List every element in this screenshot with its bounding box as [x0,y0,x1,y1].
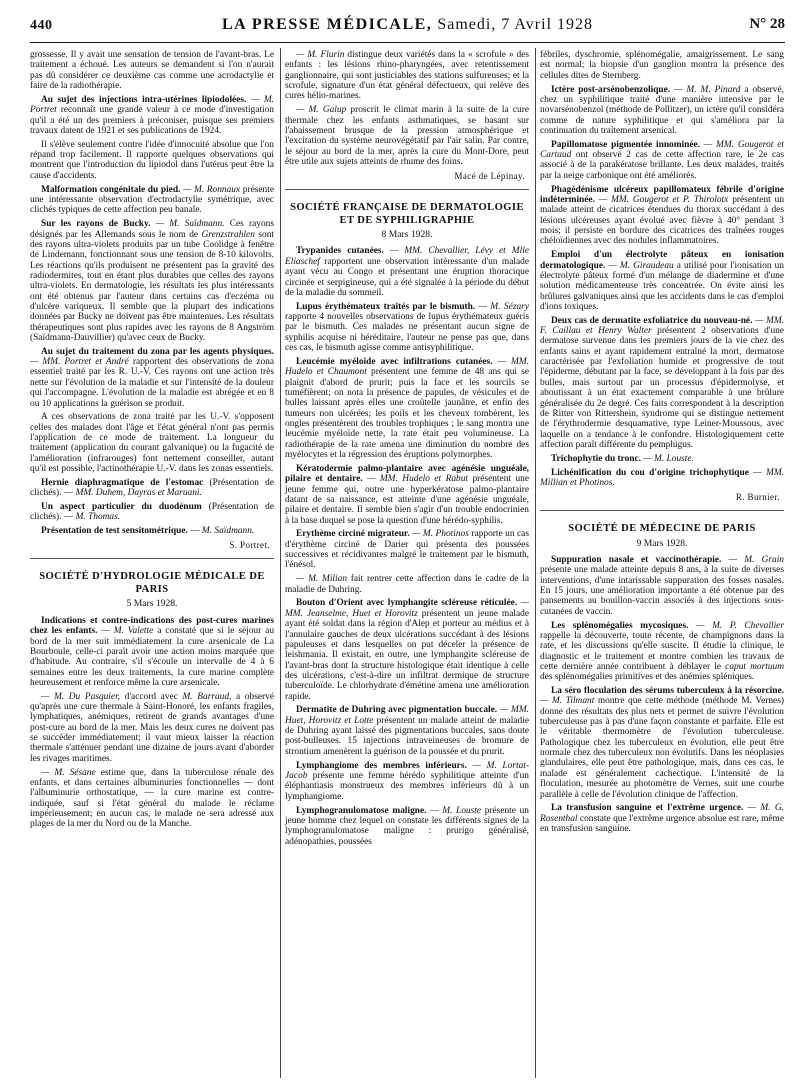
article-text: présente une intéressante observation d'ectrodactylie symétrique, avec clichés typiques de cette affection peu banale. [30,184,274,216]
article-text: a observé, chez un syphilitique traité d'une manière intensive par le novarsénobenzol (méthode de Pollitzer), un ictère qu'il considéra comme de nature syphilitique et qui s'améliora par la continuation du traitement arsenical. [540,84,784,136]
article-author: — MM. Gougerot et P. Thirolotx [594,194,729,205]
article-text: présentent une femme de 48 ans qui se plaignit d'abord de prurit; puis la face et les sourcils se tuméfièrent; on nota la présence de papules, de vésicules et de bulles laissant après elles une croûtelle jaunâtre, et enfin des tumeurs non ulcérées; les poils et les cheveux tombèrent, les ongles présentèrent des troubles trophiques ; le sang montra une leucémie myéloïde nette, la rate était peu volumineuse. La radiothérapie de la rate amena une diminution du nombre des myélocytes et la régression des éruptions polymorphes. [285,367,529,460]
article-pasquier [30,692,274,764]
article-title: Phagédénisme ulcéreux papillomateux fébrile d'origine indéterminée. [540,184,784,205]
article-text: présente une femme hérédo syphilitique atteinte d'un éléphantiasis monstrueux des membres inférieurs dû à un lymphangiome. [285,770,529,802]
article-phagedenisme [540,185,784,247]
article-text: montre que cette méthode (méthode M. Vernes) donne des résultats des plus nets et permet de suivre l'évolution tuberculeuse pas à pas d'une façon constante et parfaite. Elle est le véritable thermomètre de l'évolution tuberculeuse. Pathologique chez les tuberculeux en évolution, elle peut être normale chez des tuberculeux non évolutifs. Dans les néoplasies glandulaires, elle peut être pathologique, mais, dans ces cas, le malade est généralement cachectique. L'intensité de la floculation, mesurée au photomètre de Vernes, suit une courbe parallèle à celle de l'évolution clinique de l'affection. [540,696,784,800]
article-title: Leucémie myéloïde avec infiltrations cutanées. [296,356,493,367]
article-title: Suppuration nasale et vaccinothérapie. [551,554,722,565]
article-duodenum [30,502,274,523]
article-title: Présentation de test sensitométrique. [41,526,188,537]
journal-title [30,16,785,34]
article-pied [30,185,274,216]
article-text: constate que l'extrême urgence absolue est rare, même en transfusion sanguine. [540,813,784,835]
article-text: présentent un jeune malade ayant été soldat dans la région d'Alep et porteur au médius et à l'annulaire gauches de deux ulcérations succédant à des lésions papuleuses et dans lesquelles on put déceler la présence de leishmania. Il existait, en outre, une lymphangite scléreuse de l'avant-bras dont la structure histologique était identique à celle des ulcérations, c'est-à-dire un infiltrat dermique de structure tuberculoïde. Le chlorhydrate d'émétine amena une amélioration rapide. [285,608,529,702]
article-text: a utilisé pour l'ionisation un électrolyte pâteux formé d'un mélange de diadermine et d'une solution médicamenteuse très concentrée. On évite ainsi les brûlures galvaniques ainsi que les accidents dans le cas d'emploi d'ions toxiques. [540,260,784,312]
column-1 [30,50,274,833]
article-lymphangiome [285,761,529,802]
signature: R. Burnier. [735,491,780,502]
article-text: rapportent une observation intéressante d'un malade ayant vécu au Congo et présentant une éruption thoracique circinée et serpigineuse, qui a été signalée à la période du début de la maladie du sommeil. [285,256,529,298]
article-ictere [540,85,784,137]
article-author: M. Thomas. [75,512,121,523]
article-test [30,526,274,536]
section-date: 8 Mars 1928. [381,229,433,241]
article-leucemie [285,357,529,460]
article-title: Trypanides cutanées. [296,246,384,257]
article-author: — M. Louste [426,805,482,816]
article-papillomatose [540,140,784,181]
article-lupus [285,302,529,354]
article-title: Bouton d'Orient avec lymphangite scléreuse réticulée. [296,598,518,609]
article-author: — MM. F. Caillau et Henry Walter [540,315,784,337]
article-lichenification [540,468,784,489]
article-author: — M. Sézary [475,301,529,312]
article-splenomegalies [540,621,784,683]
page-number: 440 [30,18,53,33]
article-text: présentent un malade atteint de maladie de Duhring ayant laissé des pigmentations buccales, sans doute post-bulleuses. 15 injections intraveineuses de bromure de strontium amenèrent la guérison de la poussée et du prurit. [285,715,529,757]
article-author: — MM. Gougerot et Cartaud [540,139,784,161]
article-text: (Présentation de clichés). — [30,502,274,523]
article-title: Les splénomégalies mycosiques. [551,620,689,631]
article-text: présentent une jeune femme qui, outre une hyperkératose palmo-plantaire datant de sa naissance, est atteinte d'une agénésie unguéale, pilaire et dentaire. Il semble bien s'agir d'un trouble endocrinien à la base duquel se pose la question d'une hérédo-syphilis. [285,474,529,526]
article-text: d'accord avec [120,691,183,702]
article-milian [285,574,529,595]
article-author: — M. Saïdmann. [150,219,225,230]
article-erytheme [285,529,529,570]
issue-date: Samedi, 7 Avril 1928 [437,16,594,33]
article-galup [285,105,529,167]
article-author: — MM. Millian et Photinos. [540,467,784,488]
article-sesane [30,768,274,830]
article-author: — MM. Hudelo et Rabut [362,474,468,485]
article-keratodermie [285,464,529,526]
article-text: des splénomégalies primitives et des anémies spléniques. [540,672,755,683]
article-title: Ictère post-arsénobenzolique. [551,84,671,95]
article-text: présentent un malade atteint de cicatrices étendues du thorax succédant à des lésions ulcéreuses ayant évolué avec fièvre à 40° pendant 3 mois; il persiste en bordure des cicatrices des traînées rouges chéloïdiennes avec des nodules inflammatoires. [540,194,785,247]
article-author: M. Saïdmann. [201,526,255,537]
article-title: Trichophytie du tronc. [551,453,642,464]
paragraph: Il s'élève seulement contre l'idée d'innocuité absolue que l'on répand trop facilement. Il rapporte quelques observations qui montrent que l'introduction du lipiodol dans l'utérus peut être la cause d'accidents. [30,139,274,181]
article-title: La transfusion sanguine et l'extrême urgence. [551,803,744,814]
column-divider-1 [280,48,281,1078]
page-header [30,16,785,38]
section-title: SOCIÉTÉ D'HYDROLOGIE MÉDICALE DE PARIS [30,558,274,596]
article-text: distingue deux variétés dans la « scrofule » des enfants : les lésions rhino-pharyngées, avec retentissement ganglionnaire, qui sont justiciables des stations sulfureuses; et la scrofule, signature d'un état général défectueux, qui relève des cures hélio-marines. [285,50,530,102]
article-text: présentent 2 observations d'une dermatose survenue dans les premiers jours de la vie chez des enfants sains et ayant rapidement entraîné la mort, dermatose caractérisée par l'exfoliation humide et progressive de tout l'épiderme, débutant par la face, se développant à la fois par des bulles, mais surtout par un processus d'épidermolyse, et aboutissant à un état exactement comparable à une brûlure généralisée du 2e degré. Ces faits correspondent à la description de Ritter von Rittershein, syndrome qui se distingue nettement de l'érythrodermie desquamative, type Leiner-Moussous, avec laquelle on a tendance à le confondre. Histologiquement cette affection paraît différente du pemphigus. [540,326,785,450]
article-author: — M. Tilmant [540,696,595,707]
article-indications [30,616,274,688]
article-author: — M. Photinos [409,529,469,540]
column-3 [540,50,784,838]
article-trichophytie [540,454,784,464]
article-text: a observé qu'après une cure thermale à Saint-Honoré, les enfants fragiles, lymphatiques, anémiques, retirent de grands avantages d'une post-cure au bord de la mer. Mais les deux cures ne doivent pas se succéder immédiatement; il vaut mieux laisser la réaction thermale s'atténuer pendant une dizaine de jours avant d'aborder les rivages maritimes. [30,691,275,764]
article-title: Deux cas de dermatite exfoliatrice du nouveau-né. [551,315,753,326]
article-text: rapporte un cas d'érythème circiné de Darier qui présenta des poussées successives et récidivantes malgré le traitement par le bismuth, l'énésol. [285,529,529,571]
article-author: MM. Duhem, Dayras et Maruani. [75,488,202,499]
article-electrolyte [540,250,784,312]
header-rule [30,42,785,43]
article-serofloculation [540,686,784,800]
article-author: — M. M. Pinard [670,84,741,95]
article-author: — M. Louste. [641,453,694,464]
article-author: — M. Valette [97,626,154,637]
article-text: présente un jeune homme chez lequel on constate les différents signes de la lymphogranulomatose maligne : prurigo généralisé, adénopathies, poussées [285,805,529,847]
article-author: — MM. Huet, Horovitz et Lotte [285,705,529,726]
article-text: présente une malade atteinte depuis 8 ans, à la suite de diverses interventions, d'une intarissable suppuration des fosses nasales. En 15 jours, une amélioration importante a été obtenue par des pansements au bouillon-vaccin associés à des injections sous-cutanées de vaccin. [540,565,784,617]
column-2 [285,50,529,850]
article-text: — [187,526,202,537]
article-dermatite [540,316,784,450]
article-text: Ces rayons désignés par les Allemands sous le nom de [30,219,274,240]
article-text: estime que, dans la tuberculose rénale des enfants, et dans certaines albuminuries fonctionnelles — dont l'albuminurie orthostatique, — la cure marine est contre-indiquée, sauf si l'état général du malade le réclame impérieusement; en aucun cas, le malade ne sera adressé aux plages de la mer du Nord ou de la Manche. [30,767,274,830]
article-lymphogranulomatose [285,806,529,847]
article-trypanides [285,246,529,298]
article-author: — M. Milian [296,574,348,585]
section-title: SOCIÉTÉ FRANÇAISE DE DERMATOLOGIE ET DE SYPHILIGRAPHIE [285,189,529,227]
article-hernie [30,478,274,499]
article-title: Hernie diaphragmatique de l'estomac [41,477,204,488]
article-flurin [285,50,529,102]
article-author: — M. Grain [721,554,784,565]
article-author: — M. Du Pasquier, [41,691,121,702]
article-title: Lupus érythémateux traités par le bismuth. [296,301,476,312]
article-author: — MM. Chevallier, Lévy et Mlle Eliaschef [285,246,529,267]
article-author: — M. Giraudeau [605,260,674,271]
article-author: — MM. Hudelo et Chaumont [285,356,529,378]
article-duhring [285,705,529,757]
article-title: Indications et contre-indications des post-cures marines chez les enfants. [30,615,274,637]
article-title: Au sujet des injections intra-utérines lipiodolées. [41,94,247,105]
article-text: fait rentrer cette affection dans le cadre de la maladie de Duhring. [285,574,529,595]
paragraph: fébriles, dyschromie, splénomégalie, amaigrissement. Le sang est normal; la biopsie d'un ganglion montra la présence des cellules dites de Sternberg. [540,50,784,81]
section-date: 9 Mars 1928. [636,537,688,549]
article-text: (Présentation de clichés). — [30,477,274,499]
article-author: — M. G. Rosenthal [540,803,784,824]
article-transfusion [540,803,784,834]
article-bouton [285,598,529,701]
article-title: Emploi d'un électrolyte pâteux en ionisation dermatologique. [540,250,784,271]
article-text: rappelle la découverte, toute récente, de champignons dans la rate, et les discussions qu'elle suscite. Il étudie la clinique, le diagnostic et le traitement et montre combien les travaux de cette dernière année contribuent à déblayer le [540,630,784,672]
article-title: Lymphogranulomatose maligne. [296,805,427,816]
article-title: Malformation congénitale du pied. [41,184,181,195]
issue-number: N° 28 [749,16,785,32]
article-author: — M. Portret [30,94,274,116]
article-suppuration [540,555,784,617]
article-author: — M. Flurin [296,50,345,60]
article-author: — M. Lortat-Jacob [285,760,529,781]
article-title: Dermatite de Duhring avec pigmentation buccale. [296,705,498,716]
paragraph: grossesse. Il y avait une sensation de tension de l'avant-bras. Le traitement a échoué. Les auteurs se demandent si l'on n'aurait pas dû considérer ce deuxième cas comme une acrodactylie et faire de la radiothérapie. [30,50,274,92]
article-title: Sur les rayons de Bucky. [41,219,151,230]
article-title: Au sujet du traitement du zona par les agents physiques. [41,346,274,357]
journal-name: LA PRESSE MÉDICALE, [221,16,433,33]
article-title: Kératodermie palmo-plantaire avec agénésie unguéale, pilaire et dentaire. [285,463,529,485]
article-term: Grenzstrahlen [201,229,255,240]
article-lipiodol [30,95,274,136]
article-author: — M. Sésane [41,767,96,778]
article-text: a constaté que si le séjour au bord de la mer suit immédiatement la cure arsenicale de La Bourboule, celle-ci paraît avoir une action moins marquée que d'habitude. Au contraire, s'il s'écoule un intervalle de 4 à 6 semaines entre les deux traitements, la cure marine complète heureusement et renforce même la cure arsenicale. [30,626,275,688]
article-text: sont des rayons ultra-violets produits par un tube Coolidge à fenêtre de Lindemann, fonctionnant sous une tension de 8-10 kilovolts. Les réactions qu'ils produisent ne présentent pas la gravité des radiodermites, tout en étant plus durables que celles des rayons ultra-violets. En dermatologie, les résultats les plus intéressants ont été obtenus par l'auteur dans certains cas d'eczéma ou d'ulcère variqueux. Il semble que la plupart des indications données par Bucky ne doivent pas être maintenues. Les résultats thérapeutiques sont plus rapides avec les rayons de 8 Angström (Saïdmann-Dauvillier) qu'avec ceux de Bucky. [30,229,274,343]
article-text: rapportent des observations de zona essentiel traité par les R. U.-V. Ces rayons ont une action très nette sur l'évolution de la maladie et sur l'intensité de la douleur qui l'accompagne. L'évolution de la maladie est abrégée et en 8 ou 10 applications la guérison se produit. [30,357,274,409]
article-title: Erythème circiné migrateur. [296,529,410,540]
article-title: Papillomatose pigmentée innominée. [551,139,701,150]
signature: Macé de Lépinay. [454,170,525,181]
article-author: — MM. Jeanselme, Huet et Horovitz [285,598,529,619]
section-date: 5 Mars 1928. [126,598,178,610]
article-bucky [30,219,274,343]
article-author: — MM. Portret et André [30,357,129,368]
article-term: caput mortuum [725,661,785,672]
article-author: — M. Ronnaux [180,184,241,195]
article-title: La séro floculation des sérums tuberculeux à la résorcine. [551,686,784,697]
article-text: ont observé 2 cas de cette affection rare, le 2e cas associé à de la parakératose brillante. Les deux malades, traités par la neige carbonique ont été améliorés. [540,150,784,181]
paragraph: A ces observations de zona traité par les U.-V. s'opposent celles des malades dont l'âge et l'état général n'ont pas permis l'application de ce mode de traitement. La longueur du traitement (application du courant galvanique) ou la fugacité de l'amélioration (infrarouges) font nettement conseiller, autant qu'il est possible, l'actinothérapie U.-V. dans les zonas essentiels. [30,412,274,475]
article-text: proscrit le climat marin à la suite de la cure thermale chez les enfants asthmatiques, se basant sur l'abaissement brusque de la pression atmosphérique et l'excitation du système neurovégétatif par l'air salin. Par contre, le séjour au bord de la mer, après la cure du Mont-Dore, peut être utile aux sujets atteints de rhume des foins. [285,105,529,167]
article-author: M. Barraud, [182,691,232,702]
article-title: Lichénification du cou d'origine trichophytique [551,467,749,478]
article-author: — M. P. Chevallier [688,620,784,631]
article-title: Un aspect particulier du duodénum [41,502,202,513]
article-text: rapporte 4 nouvelles observations de lupus érythémateux guéris par le bismuth. Ces malades ne présentant aucun signe de syphilis acquise ni héréditaire, l'auteur ne pense pas que, dans ces cas, le bismuth agisse comme antisyphilitique. [285,312,529,354]
section-title: SOCIÉTÉ DE MÉDECINE DE PARIS [540,510,784,536]
article-title: Lymphangiome des membres inférieurs. [296,760,467,771]
signature: S. Portret. [229,540,270,551]
column-divider-2 [535,48,536,1078]
article-author: — M. Galup [296,105,347,116]
article-zona [30,347,274,409]
article-text: reconnaît une grande valeur à ce mode d'investigation qu'il a été un des premiers à préconiser, puisque ses premiers travaux datent de 1921 et ses publications de 1924. [30,105,274,136]
